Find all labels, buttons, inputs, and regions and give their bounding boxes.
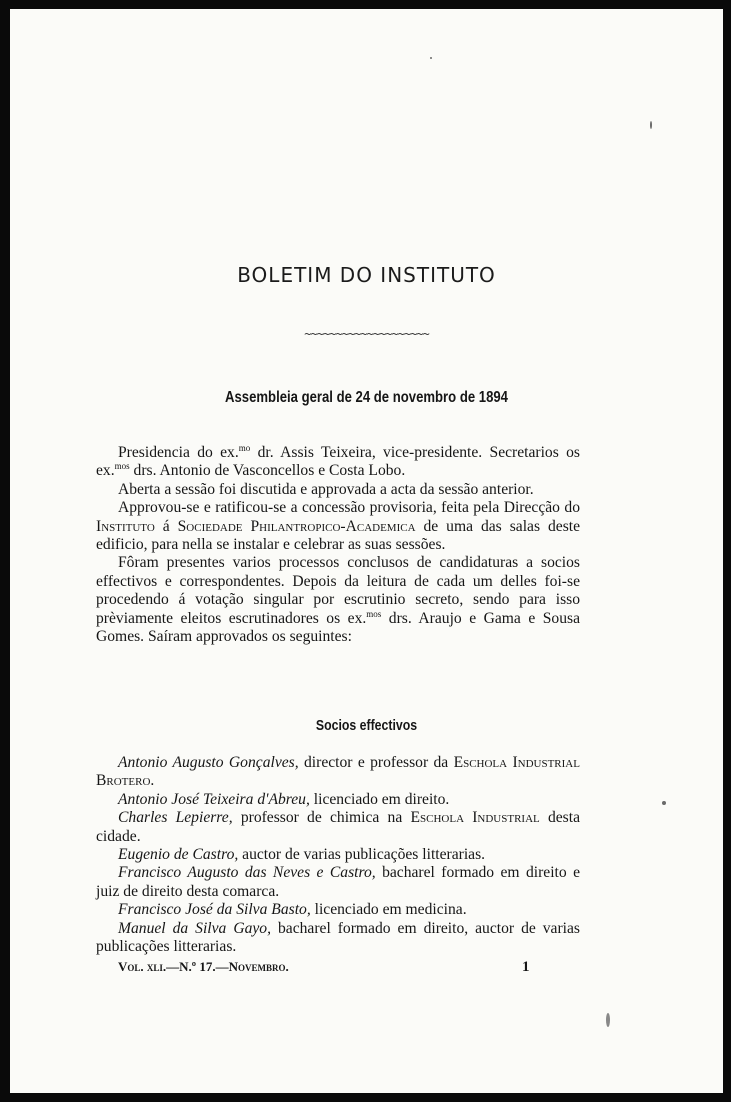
para3-text-c: de uma das salas deste edificio, para nella se instalar e celebrar as suas sessões. [96,517,581,554]
member-name: Manuel da Silva Gayo, [118,919,271,937]
member-entry [96,846,580,864]
paragraph-concession [96,499,580,554]
paper-speck [662,801,666,805]
member-institution: Eschola Industrial Brotero [96,754,580,790]
paragraph-session-opened: Aberta a sessão foi discutida e approvada a acta da sessão anterior. [118,480,534,498]
member-post: desta cidade. [96,809,580,845]
member-desc: bacharel formado em direito e juiz de direito desta comarca. [96,864,580,900]
member-post: . [150,772,155,790]
member-entry [96,754,580,791]
paper-speck [606,1013,610,1027]
member-entry [96,864,580,901]
volume-info: Vol. xli.—N.º 17.—Novembro. [118,959,289,974]
page-number: 1 [522,959,530,975]
para3-text-a: Approvou-se e ratificou-se a concessão provisoria, feita pela Direcção do [118,499,580,517]
para1-text-a: Presidencia do ex. [118,444,239,461]
paragraph-presidency [96,444,580,481]
assembly-heading: Assembleia geral de 24 de novembro de 1894 [225,389,508,406]
minutes-body [96,444,580,646]
para3-text-b: á [154,517,178,535]
member-entry [96,791,580,809]
para3-instituto: Instituto [96,517,155,535]
member-name: Antonio José Teixeira d'Abreu, [118,790,310,808]
para1-sup2: mos [114,461,130,472]
paper-speck [650,121,652,129]
para4-text-b: drs. Araujo e Gama e Sousa Gomes. Saíram approvados os seguintes: [96,609,581,646]
para3-sociedade: Sociedade Philantropico-Academica [177,517,416,535]
member-desc: licenciado em direito. [309,790,450,808]
member-desc: licenciado em medicina. [310,901,467,919]
para4-text-a: Fôram presentes varios processos conclusos de candidaturas a socios effectivos e correspondentes. Depois da leitura de cada um delles foi-se procedendo á votação singular por escrutinio secreto, sendo para isso prèviamente eleitos escrutinadores os ex. [96,554,580,627]
member-name: Francisco José da Silva Basto, [118,901,311,919]
para1-text-c: drs. Antonio de Vasconcellos e Costa Lobo. [129,462,406,480]
member-desc: director e professor da [298,754,454,771]
para1-sup1: mo [238,442,251,453]
para1-text-b: dr. Assis Teixeira, vice-presidente. Secretarios os ex. [96,444,580,480]
title-ornament: ~~~~~~~~~~~~~~~~~~~~ [304,327,429,341]
member-desc: bacharel formado em direito, auctor de varias publicações litterarias. [96,919,580,956]
member-entry [96,901,580,919]
paper-speck [430,57,432,59]
member-name: Eugenio de Castro, [118,846,239,864]
member-desc: professor de chimica na [232,809,411,827]
member-entry [96,920,580,957]
member-name: Antonio Augusto Gonçalves, [118,754,299,771]
page-footer [118,959,538,975]
member-name: Francisco Augusto das Neves e Castro, [118,864,376,882]
socios-heading: Socios effectivos [315,717,418,734]
paragraph-candidates [96,554,580,646]
member-entry [96,809,580,846]
page-title: BOLETIM DO INSTITUTO [237,263,496,287]
members-list [96,754,580,956]
para4-sup: mos [366,608,382,619]
member-institution: Eschola Industrial [410,809,540,827]
document-page [10,9,723,1093]
member-name: Charles Lepierre, [118,809,233,827]
member-desc: auctor de varias publicações litterarias. [238,846,486,864]
